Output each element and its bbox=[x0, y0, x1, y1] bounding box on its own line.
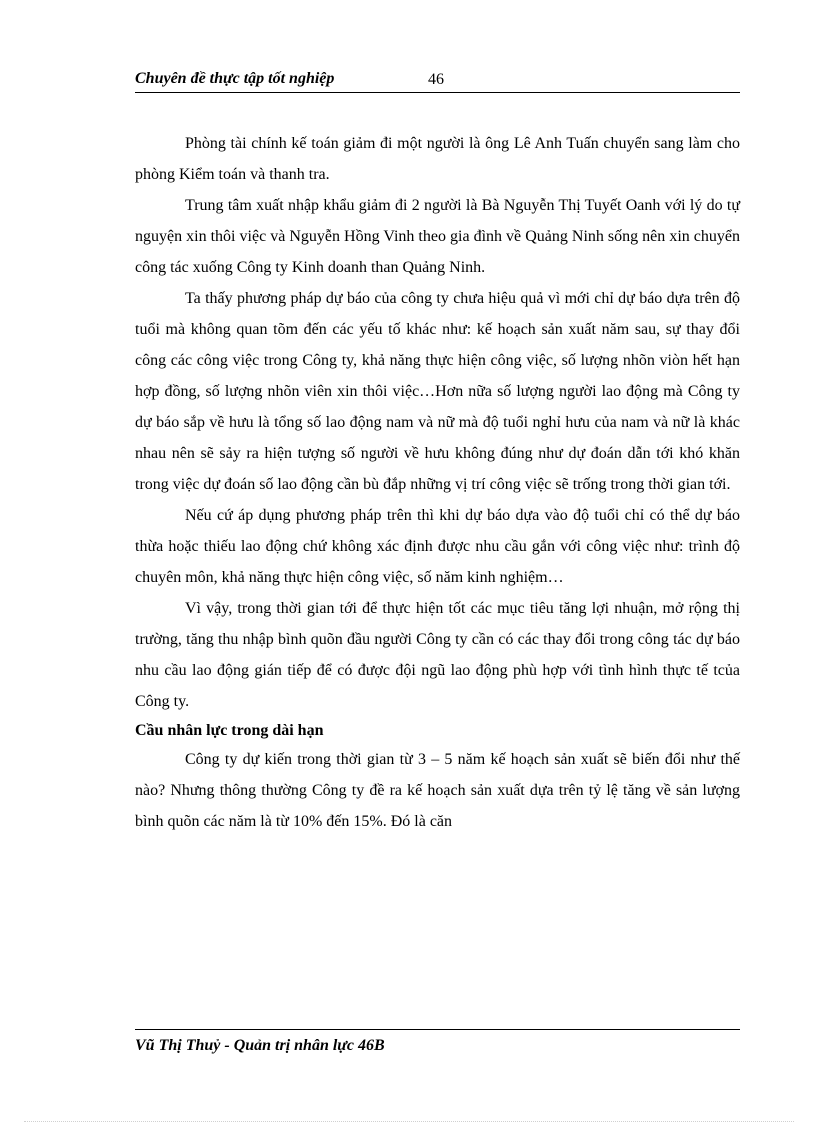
paragraph-2: Trung tâm xuất nhập khẩu giảm đi 2 người là Bà Nguyễn Thị Tuyết Oanh với lý do tự nguyện xin thôi việc và Nguyễn Hồng Vinh theo gia đình về Quảng Ninh sống nên xin chuyển công tác xuống Công ty Kinh doanh than Quảng Ninh. bbox=[135, 197, 740, 276]
page-number: 46 bbox=[428, 71, 444, 88]
page-bottom-divider bbox=[24, 1121, 794, 1122]
paragraph-1: Phòng tài chính kế toán giảm đi một người là ông Lê Anh Tuấn chuyển sang làm cho phòng Kiểm toán và thanh tra. bbox=[135, 135, 740, 183]
page-header bbox=[135, 68, 740, 93]
header-title: Chuyên đề thực tập tốt nghiệp bbox=[135, 70, 335, 87]
page-footer bbox=[135, 1029, 740, 1054]
paragraph-4: Nếu cứ áp dụng phương pháp trên thì khi dự báo dựa vào độ tuổi chỉ có thể dự báo thừa hoặc thiếu lao động chứ không xác định được nhu cầu gắn với công việc như: trình độ chuyên môn, khả năng thực hiện công việc, số năm kinh nghiệm… bbox=[135, 507, 740, 586]
paragraph-6: Công ty dự kiến trong thời gian từ 3 – 5 năm kế hoạch sản xuất sẽ biến đổi như thế nào? Nhưng thông thường Công ty đề ra kế hoạch sản xuất dựa trên tỷ lệ tăng về sản lượng bình quõn các năm là từ 10% đến 15%. Đó là căn bbox=[135, 751, 740, 830]
paragraph-5: Vì vậy, trong thời gian tới để thực hiện tốt các mục tiêu tăng lợi nhuận, mở rộng thị trường, tăng thu nhập bình quõn đầu người Công ty cần có các thay đổi trong công tác dự báo nhu cầu lao động gián tiếp để có được đội ngũ lao động phù hợp với tình hình thực tế tcủa Công ty. bbox=[135, 600, 740, 710]
footer-text: Vũ Thị Thuỷ - Quản trị nhân lực 46B bbox=[135, 1037, 385, 1054]
document-body bbox=[135, 128, 740, 837]
section-heading: Cầu nhân lực trong dài hạn bbox=[135, 722, 324, 739]
paragraph-3: Ta thấy phương pháp dự báo của công ty chưa hiệu quả vì mới chỉ dự báo dựa trên độ tuổi mà không quan tõm đến các yếu tố khác như: kế hoạch sản xuất năm sau, sự thay đổi công các công việc trong Công ty, khả năng thực hiện công việc, số lượng nhõn viòn hết hạn hợp đồng, số lượng nhõn viên xin thôi việc…Hơn nữa số lượng người lao động mà Công ty dự báo sắp về hưu là tổng số lao động nam và nữ mà độ tuổi nghỉ hưu của nam và nữ là khác nhau nên sẽ sảy ra hiện tượng số người về hưu không đúng như dự đoán dẫn tới khó khăn trong việc dự đoán số lao động cần bù đắp những vị trí công việc sẽ trống trong thời gian tới. bbox=[135, 290, 740, 493]
